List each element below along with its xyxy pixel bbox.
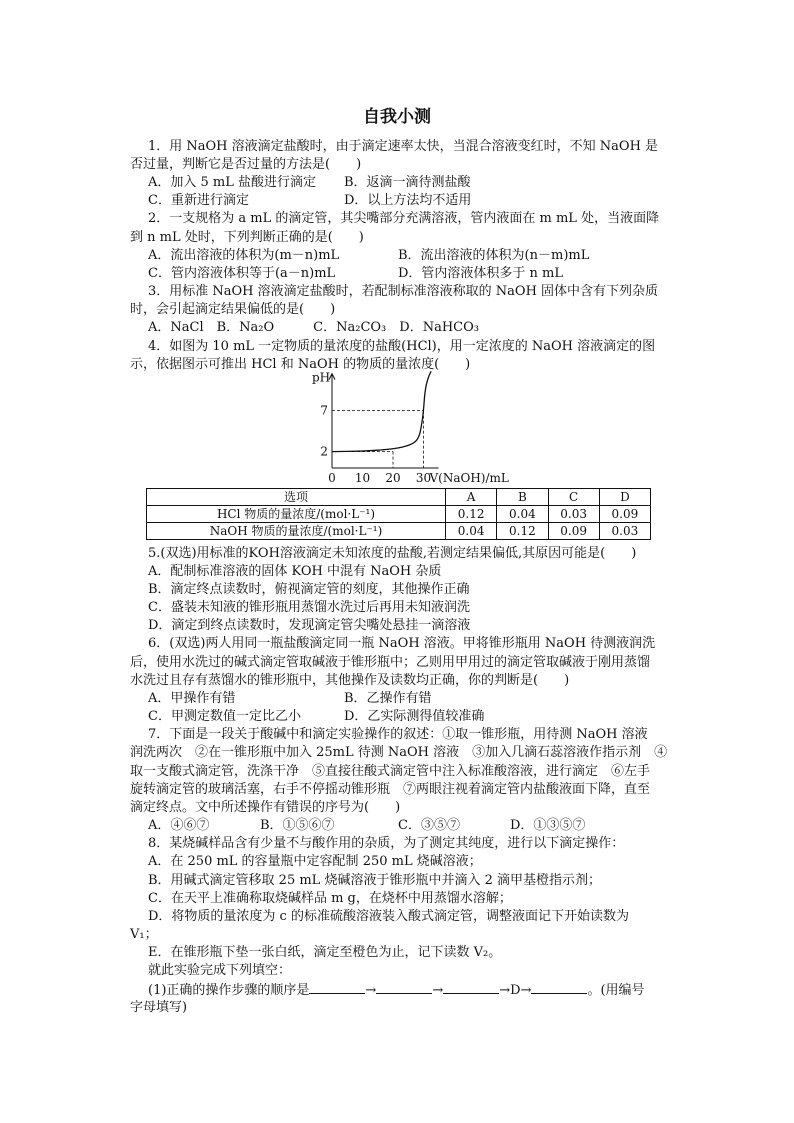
q5-line-1: 5.(双选)用标准的KOH溶液滴定未知浓度的盐酸,若测定结果偏低,其原因可能是( ) (148, 546, 637, 561)
q1-line-1: 1．用 NaOH 溶液滴定盐酸时，由于滴定速率太快，当混合溶液变红时，不知 NaOH 是 (148, 139, 659, 154)
table-header-cell: B (497, 489, 548, 506)
answer-blank-1[interactable] (309, 981, 365, 994)
q3-line-2: 时，会引起滴定结果偏低的是( ) (130, 302, 336, 317)
q7-option-b: B．①⑤⑥⑦ (260, 818, 335, 833)
chart-y-axis-label: pH (312, 370, 331, 385)
q1-option-a: A．加入 5 mL 盐酸进行滴定 (148, 175, 317, 190)
q4-line-1: 4．如图为 10 mL 一定物质的量浓度的盐酸(HCl)，用一定浓度的 NaOH 溶液滴定的图 (148, 339, 656, 354)
q1-options-row-2 (148, 192, 471, 210)
chart-guide-lines (332, 411, 424, 468)
table-header-cell: A (446, 489, 497, 506)
table-cell: 0.03 (599, 523, 650, 540)
q6-options-row-1 (148, 690, 432, 708)
x-tick-label: 30 (415, 471, 432, 485)
table-header-cell: D (599, 489, 650, 506)
table-cell: 0.12 (446, 506, 497, 523)
q8-step-b: B．用碱式滴定管移取 25 mL 烧碱溶液于锥形瓶中并滴入 2 滴甲基橙指示剂； (148, 873, 601, 888)
q8-line-1: 8．某烧碱样品含有少量不与酸作用的杂质，为了测定其纯度，进行以下滴定操作： (148, 836, 625, 851)
q5-option-b: B．滴定终点读数时，俯视滴定管的刻度，其他操作正确 (148, 582, 470, 597)
q2-option-c: C．管内溶液体积等于(a－n)mL (148, 266, 336, 281)
q8-step-c: C．在天平上准确称取烧碱样品 m g，在烧杯中用蒸馏水溶解； (148, 891, 512, 906)
q4-answer-table (146, 488, 651, 540)
q6-line-3: 水洗过且存有蒸馏水的锥形瓶中，其他操作及读数均正确，你的判断是( ) (130, 673, 570, 688)
x-tick-label: 0 (328, 471, 336, 485)
q4-line-2: 示，依据图示可推出 HCl 和 NaOH 的物质的量浓度( ) (130, 357, 471, 372)
chart-x-axis-label: V(NaOH)/mL (429, 471, 509, 485)
table-cell: 0.03 (548, 506, 599, 523)
q8-step-e: E．在锥形瓶下垫一张白纸，滴定至橙色为止，记下读数 V₂。 (148, 945, 502, 960)
q7-option-a: A．④⑥⑦ (148, 818, 210, 833)
q8-step-d-cont: V₁； (130, 927, 158, 942)
q2-options-row-2 (148, 265, 563, 283)
q7-option-c: C．③⑤⑦ (398, 818, 460, 833)
q3-options: A．NaCl B．Na₂O C．Na₂CO₃ D．NaHCO₃ (148, 320, 479, 335)
table-header-cell: 选项 (147, 489, 446, 506)
arrow-1: → (365, 983, 377, 998)
q3-line-1: 3．用标准 NaOH 溶液滴定盐酸时，若配制标准溶液称取的 NaOH 固体中含有下列杂质 (148, 284, 659, 299)
q6-line-1: 6．(双选)两人用同一瓶盐酸滴定同一瓶 NaOH 溶液。甲将锥形瓶用 NaOH 待测液润洗 (148, 636, 656, 651)
q6-line-2: 后，使用水洗过的碱式滴定管取碱液于锥形瓶中；乙则用甲用过的滴定管取碱液于刚用蒸馏 (130, 655, 651, 670)
page-title: 自我小测 (363, 107, 431, 127)
chart-tick-labels (320, 404, 431, 485)
table-cell: 0.09 (548, 523, 599, 540)
q1-option-b: B．返滴一滴待测盐酸 (344, 175, 471, 190)
q1-option-d: D．以上方法均不适用 (344, 193, 472, 208)
titration-curve-line (332, 371, 431, 451)
q6-option-b: B．乙操作有错 (344, 691, 432, 706)
q7-line-3: 取一支酸式滴定管，洗涤干净 ⑤直接往酸式滴定管中注入标准酸溶液，进行滴定 ⑥左手 (130, 764, 651, 779)
q5-option-d: D．滴定到终点读数时，发现滴定管尖嘴处悬挂一滴溶液 (148, 618, 471, 633)
q7-line-2: 润洗两次 ②在一锥形瓶中加入 25mL 待测 NaOH 溶液 ③加入几滴石蕊溶液作指示剂 ④ (130, 745, 668, 760)
table-cell: 0.04 (446, 523, 497, 540)
answer-blank-2[interactable] (376, 981, 432, 994)
q7-line-5: 滴定终点。文中所述操作有错误的序号为( ) (130, 800, 401, 815)
q7-option-d: D．①③⑤⑦ (510, 818, 586, 833)
table-header-row (147, 489, 651, 506)
table-cell: 0.12 (497, 523, 548, 540)
table-cell: NaOH 物质的量浓度/(mol·L⁻¹) (147, 523, 446, 540)
q5-option-a: A．配制标准溶液的固体 KOH 中混有 NaOH 杂质 (148, 564, 442, 579)
y-tick-label: 7 (320, 403, 328, 418)
q8-intro: 就此实验完成下列填空： (148, 963, 292, 978)
arrow-d: →D→ (499, 983, 532, 998)
q8-fill-line (148, 981, 645, 1000)
q2-option-b: B．流出溶液的体积为(n－m)mL (398, 248, 590, 263)
q2-option-d: D．管内溶液体积多于 n mL (398, 266, 564, 281)
q8-step-a: A．在 250 mL 的容量瓶中定容配制 250 mL 烧碱溶液； (148, 854, 482, 869)
q6-option-d: D．乙实际测得值较准确 (344, 709, 485, 724)
q7-options (148, 817, 585, 835)
answer-blank-4[interactable] (531, 981, 587, 994)
x-tick-label: 20 (385, 471, 401, 485)
q8-step-d: D．将物质的量浓度为 c 的标准硫酸溶液装入酸式滴定管，调整液面记下开始读数为 (148, 909, 629, 924)
q8-last-line: 字母填写) (130, 1000, 188, 1015)
q6-option-c: C．甲测定数值一定比乙小 (148, 709, 301, 724)
arrow-2: → (432, 983, 444, 998)
q2-line-1: 2．一支规格为 a mL 的滴定管，其尖嘴部分充满溶液，管内液面在 m mL 处，当液面降 (148, 211, 660, 226)
q1-line-2: 否过量，判断它是否过量的方法是( ) (130, 157, 362, 172)
table-cell: HCl 物质的量浓度/(mol·L⁻¹) (147, 506, 446, 523)
q6-options-row-2 (148, 708, 484, 726)
y-tick-label: 2 (320, 444, 328, 459)
q2-line-2: 到 n mL 处时，下列判断正确的是( ) (130, 230, 364, 245)
q5-option-c: C．盛装未知液的锥形瓶用蒸馏水洗过后再用未知液润洗 (148, 600, 470, 615)
q2-options-row-1 (148, 247, 589, 265)
answer-blank-3[interactable] (443, 981, 499, 994)
q7-line-1: 7．下面是一段关于酸碱中和滴定实验操作的叙述：①取一锥形瓶，用待测 NaOH 溶液 (148, 727, 648, 742)
q7-line-4: 旋转滴定管的玻璃活塞，右手不停摇动锥形瓶 ⑦两眼注视着滴定管内盐酸液面下降，直至 (130, 782, 651, 797)
table-row (147, 506, 651, 523)
q1-option-c: C．重新进行滴定 (148, 193, 249, 208)
table-cell: 0.09 (599, 506, 650, 523)
titration-curve-chart (308, 366, 538, 488)
q8-fill-prefix: (1)正确的操作步骤的顺序是 (148, 983, 310, 998)
table-row (147, 523, 651, 540)
table-header-cell: C (548, 489, 599, 506)
table-cell: 0.04 (497, 506, 548, 523)
q2-option-a: A．流出溶液的体积为(m－n)mL (148, 248, 340, 263)
x-tick-label: 10 (354, 471, 371, 485)
q1-options-row-1 (148, 174, 471, 192)
q8-fill-suffix: 。(用编号 (587, 983, 645, 998)
q6-option-a: A．甲操作有错 (148, 691, 236, 706)
